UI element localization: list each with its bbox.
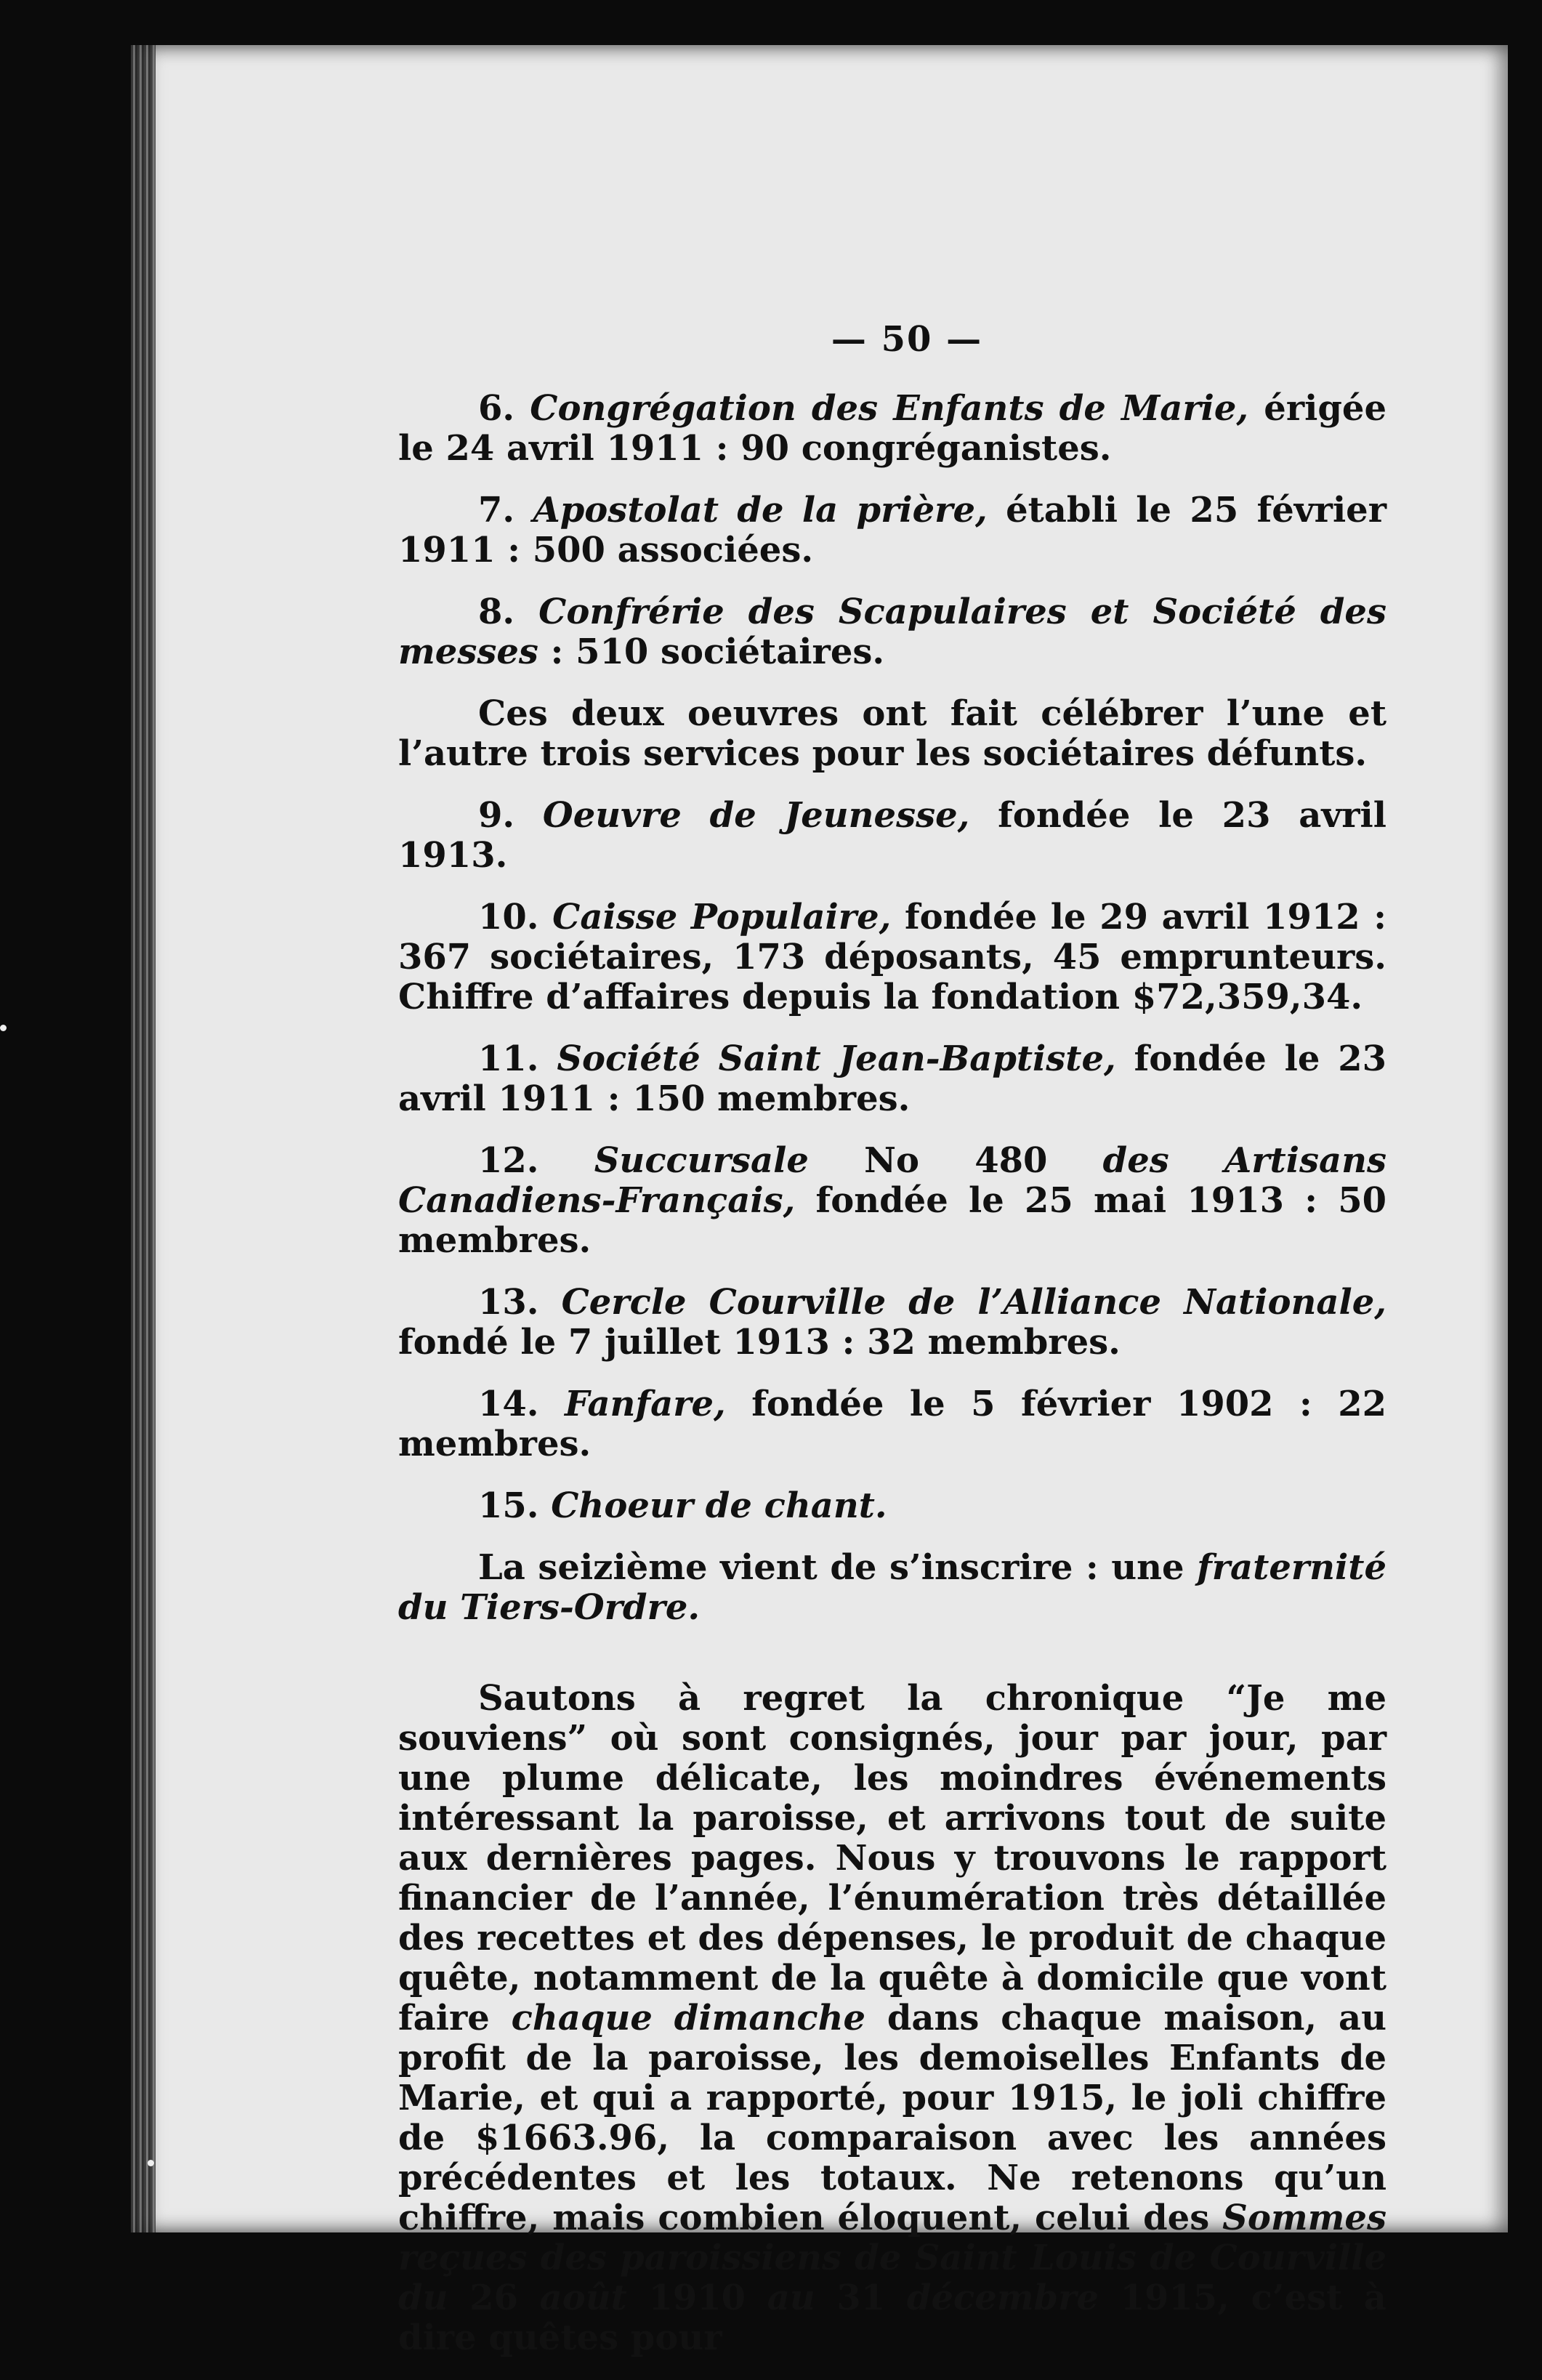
closing-text: 1915, c’est à dire quêtes pour — [398, 2278, 1387, 2358]
item-text: : 510 sociétaires. — [538, 632, 885, 672]
item-text: fondée le 23 avril 1913. — [398, 795, 1386, 876]
item-title: fraternité du Tiers-Ordre. — [398, 1547, 1386, 1628]
closing-text: dans chaque maison, au profit de la paroisse, les demoiselles Enfants de Marie, et qui a rapporté, pour 1915, le joli chiffre de $1663.96, la comparaison avec les années précédentes et les totaux. Ne retenons qu’un chiffre, mais combien éloquent, celui des — [398, 1998, 1386, 2238]
item-title: Caisse Populaire, — [552, 897, 892, 937]
item-title: Congrégation des Enfants de Marie, — [530, 388, 1249, 429]
list-item — [398, 1039, 1386, 1119]
list-item — [398, 592, 1386, 672]
closing-italic: décembre — [906, 2278, 1099, 2318]
item-text: Ces deux oeuvres ont fait célébrer l’une et l’autre trois services pour les sociétaires défunts. — [398, 693, 1386, 774]
list-item — [398, 1548, 1386, 1628]
item-text: 6. — [478, 388, 530, 429]
item-title: Choeur de chant. — [551, 1485, 887, 1526]
item-title: Confrérie des Scapulaires et Société des messes — [398, 592, 1386, 672]
speck — [0, 1025, 7, 1031]
list-item — [398, 491, 1386, 570]
item-text: 13. — [478, 1282, 562, 1323]
closing-text: Sautons à regret la chronique “Je me souviens” où sont consignés, jour par jour, par une plume délicate, les moindres événements intéressant la paroisse, et arrivons tout de suite aux dernières pages. Nous y trouvons le rapport financier de l’année, l’énumération très détaillée des recettes et des dépenses, le produit de chaque quête, notamment de la quête à domicile que vont faire — [398, 1678, 1386, 2038]
item-title: des Artisans Canadiens-Français, — [398, 1140, 1387, 1221]
item-title: Société Saint Jean-Baptiste, — [557, 1038, 1116, 1079]
closing-italic: Sommes reçues des paroissiens de Saint Louis de Courville du — [398, 2198, 1386, 2318]
closing-paragraph — [398, 1679, 1386, 2358]
book-spine — [131, 45, 156, 2232]
item-text: La seizième vient de s’inscrire : une — [478, 1547, 1198, 1588]
item-text: fondé le 7 juillet 1913 : 32 membres. — [398, 1322, 1121, 1363]
list-item — [398, 796, 1386, 876]
item-text: fondée le 29 avril 1912 : 367 sociétaires, 173 déposants, 45 emprunteurs. Chiffre d’affaires depuis la fondation $72,359,34. — [398, 897, 1386, 1017]
item-text: 11. — [478, 1038, 557, 1079]
list-item — [398, 1141, 1386, 1261]
item-text: fondée le 5 février 1902 : 22 membres. — [398, 1384, 1387, 1464]
speck — [148, 2160, 154, 2166]
list-item — [398, 1486, 1386, 1526]
item-title: Apostolat de la prière, — [533, 490, 988, 531]
closing-italic: août — [539, 2278, 627, 2318]
item-text: érigée le 24 avril 1911 : 90 congréganistes. — [398, 388, 1386, 469]
closing-text: 1910 — [626, 2278, 767, 2318]
items-list — [398, 389, 1386, 1628]
item-text: 12. — [478, 1140, 594, 1181]
list-item — [398, 1283, 1386, 1363]
item-text: 8. — [478, 592, 539, 632]
item-title: Succursale — [594, 1140, 809, 1181]
list-item — [398, 897, 1386, 1017]
item-text: 15. — [478, 1485, 552, 1526]
closing-text: 26 — [448, 2278, 540, 2318]
item-title: Oeuvre de Jeunesse, — [542, 795, 970, 836]
list-item — [398, 1384, 1386, 1464]
item-text: 10. — [478, 897, 553, 937]
item-text: 14. — [478, 1384, 565, 1424]
list-item — [398, 694, 1386, 774]
closing-italic: chaque dimanche — [511, 1998, 865, 2038]
item-text: No 480 — [808, 1140, 1103, 1181]
closing-text: 31 — [815, 2278, 907, 2318]
item-text: établi le 25 février 1911 : 500 associées. — [398, 490, 1387, 570]
page-text — [398, 320, 1386, 2380]
list-item — [398, 389, 1386, 469]
item-text: fondée le 25 mai 1913 : 50 membres. — [398, 1180, 1386, 1261]
item-title: Cercle Courville de l’Alliance Nationale, — [561, 1282, 1386, 1323]
item-text: 9. — [478, 795, 543, 836]
item-title: Fanfare, — [565, 1384, 726, 1424]
closing-italic: au — [767, 2278, 815, 2318]
page-number: — 50 — — [831, 319, 983, 360]
item-text: 7. — [478, 490, 533, 531]
item-text: fondée le 23 avril 1911 : 150 membres. — [398, 1038, 1387, 1119]
